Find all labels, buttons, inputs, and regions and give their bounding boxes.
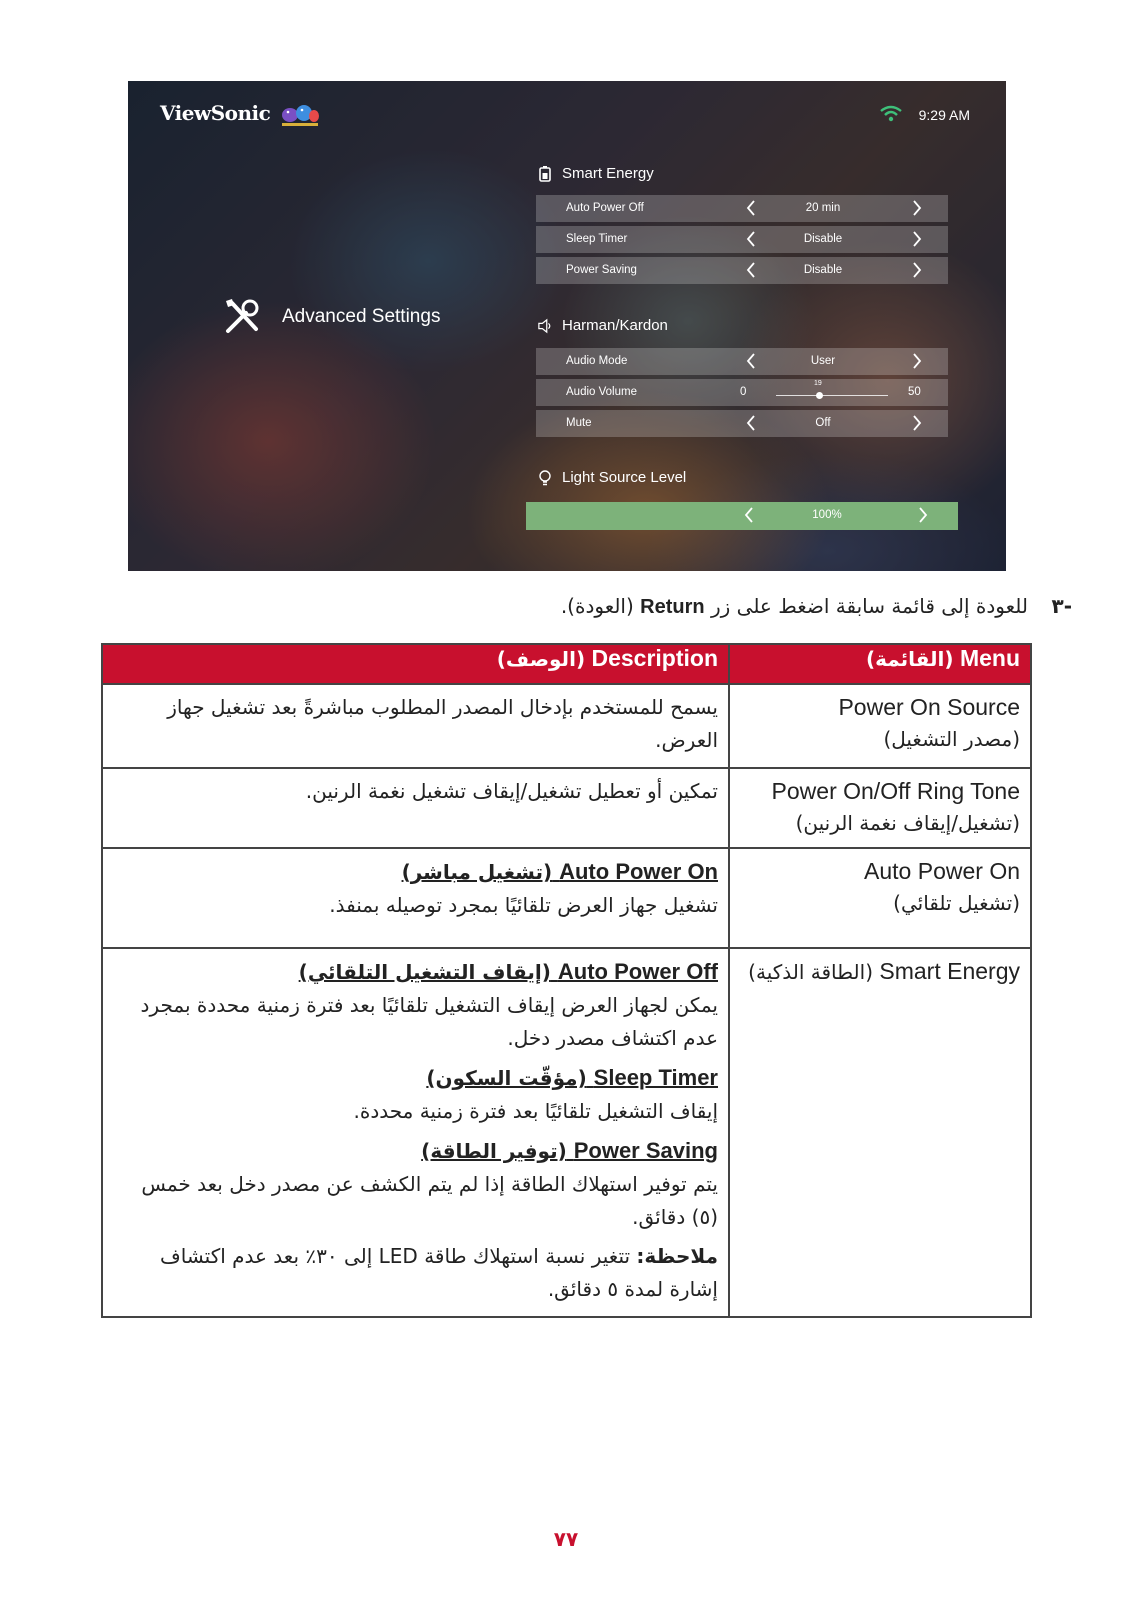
step-number: -٣	[1051, 594, 1072, 618]
smart-energy-title	[538, 165, 654, 182]
row-value: Disable	[803, 264, 843, 276]
row-menu	[729, 848, 1031, 948]
clock: 9:29 AM	[918, 107, 970, 123]
row-label: Audio Volume	[566, 386, 637, 398]
description-text: إيقاف التشغيل تلقائيًا بعد فترة زمنية محددة.	[353, 1099, 718, 1123]
row-label: Power Saving	[566, 264, 637, 276]
note-text: تتغير نسبة استهلاك طاقة LED إلى ٣٠٪ بعد عدم اكتشاف إشارة لمدة ٥ دقائق.	[160, 1244, 718, 1301]
wifi-icon	[880, 105, 902, 123]
description-heading	[113, 1134, 718, 1168]
description-heading	[113, 855, 718, 889]
row-value: User	[810, 355, 836, 367]
row-label: Sleep Timer	[566, 233, 628, 245]
tools-icon	[220, 295, 264, 339]
chevron-right-icon[interactable]	[912, 415, 922, 431]
menu-en: Power On Source	[838, 694, 1020, 720]
row-value: Disable	[803, 233, 843, 245]
chevron-left-icon[interactable]	[746, 231, 756, 247]
menu-description-table	[101, 643, 1032, 1318]
row-value: 20 min	[805, 202, 841, 214]
row-description	[102, 948, 729, 1317]
speaker-icon	[538, 318, 552, 334]
row-label: Audio Mode	[566, 355, 628, 367]
menu-en: Power On/Off Ring Tone	[771, 778, 1020, 804]
description-text: تمكين أو تعطيل تشغيل/إيقاف تشغيل نغمة الرنين.	[305, 779, 718, 803]
row-audio-mode[interactable]	[536, 348, 948, 375]
chevron-right-icon[interactable]	[912, 231, 922, 247]
smart-energy-item	[113, 1061, 718, 1128]
row-menu	[729, 684, 1031, 768]
row-auto-power-off[interactable]	[536, 195, 948, 222]
heading-en: Power Saving	[573, 1138, 718, 1163]
smart-energy-label: Smart Energy	[562, 165, 654, 182]
row-mute[interactable]	[536, 410, 948, 437]
table-row	[102, 684, 1031, 768]
menu-ar: (مصدر التشغيل)	[883, 727, 1020, 751]
header-en: Description	[591, 645, 718, 671]
battery-icon	[538, 166, 552, 182]
description-heading	[113, 955, 718, 989]
birds-logo-icon	[280, 99, 320, 127]
lightbulb-icon	[538, 470, 552, 486]
row-value: 100%	[812, 509, 842, 521]
step-button-name: Return	[640, 596, 705, 618]
chevron-right-icon[interactable]	[918, 507, 928, 523]
table-header	[102, 644, 1031, 684]
osd-screenshot	[128, 81, 1006, 571]
volume-current: 19	[814, 380, 822, 387]
chevron-left-icon[interactable]	[746, 353, 756, 369]
step-instruction	[560, 594, 1072, 619]
smart-energy-item	[113, 1134, 718, 1234]
heading-ar: (إيقاف التشغيل التلقائي)	[298, 960, 551, 984]
chevron-left-icon[interactable]	[746, 200, 756, 216]
chevron-right-icon[interactable]	[912, 353, 922, 369]
light-source-title	[538, 469, 686, 486]
row-light-source-level[interactable]	[526, 502, 958, 530]
row-description	[102, 768, 729, 848]
heading-ar: (مؤقّت السكون)	[426, 1066, 587, 1090]
chevron-right-icon[interactable]	[912, 200, 922, 216]
heading-ar: (توفير الطاقة)	[421, 1139, 567, 1163]
header-ar: (الوصف)	[496, 647, 586, 671]
row-description	[102, 684, 729, 768]
volume-slider-track[interactable]	[776, 395, 888, 396]
step-text-after: (العودة).	[560, 594, 634, 618]
header-en: Menu	[959, 645, 1020, 671]
heading-en: Sleep Timer	[593, 1065, 718, 1090]
row-menu	[729, 948, 1031, 1317]
row-label: Auto Power Off	[566, 202, 644, 214]
note	[113, 1240, 718, 1306]
chevron-left-icon[interactable]	[744, 507, 754, 523]
row-power-saving[interactable]	[536, 257, 948, 284]
volume-min: 0	[740, 386, 747, 398]
description-heading	[113, 1061, 718, 1095]
row-value: Off	[815, 417, 831, 429]
description-text: يتم توفير استهلاك الطاقة إذا لم يتم الكشف عن مصدر دخل بعد خمس (٥) دقائق.	[141, 1172, 718, 1229]
row-menu	[729, 768, 1031, 848]
menu-en: Auto Power On	[864, 858, 1020, 884]
heading-en: Auto Power On	[559, 859, 718, 884]
menu-smart-energy	[740, 955, 1020, 988]
row-sleep-timer[interactable]	[536, 226, 948, 253]
page-number: ٧٧	[553, 1527, 579, 1551]
description-text: يمكن لجهاز العرض إيقاف التشغيل تلقائيًا بعد فترة زمنية محددة بمجرد عدم اكتشاف مصدر دخل.	[140, 993, 718, 1050]
description-header	[102, 644, 729, 684]
volume-slider-knob[interactable]	[816, 392, 823, 399]
advanced-settings-item[interactable]	[220, 295, 440, 339]
chevron-right-icon[interactable]	[912, 262, 922, 278]
table-row	[102, 948, 1031, 1317]
advanced-settings-label: Advanced Settings	[282, 306, 441, 327]
volume-max: 50	[908, 386, 921, 398]
harman-label: Harman/Kardon	[562, 317, 668, 334]
note-label: ملاحظة:	[636, 1244, 718, 1268]
row-description	[102, 848, 729, 948]
menu-en: Smart Energy	[879, 958, 1020, 984]
menu-ar: (تشغيل/إيقاف نغمة الرنين)	[795, 811, 1020, 835]
description-text: يسمح للمستخدم بإدخال المصدر المطلوب مباشرةً بعد تشغيل جهاز العرض.	[167, 695, 718, 752]
chevron-left-icon[interactable]	[746, 415, 756, 431]
description-text: تشغيل جهاز العرض تلقائيًا بمجرد توصيله بمنفذ.	[329, 893, 718, 917]
table-row	[102, 768, 1031, 848]
step-text: للعودة إلى قائمة سابقة اضغط على زر	[710, 594, 1028, 618]
row-label: Mute	[566, 417, 592, 429]
row-audio-volume[interactable]	[536, 379, 948, 406]
heading-ar: (تشغيل مباشر)	[401, 860, 553, 884]
light-source-label: Light Source Level	[562, 469, 687, 486]
header-ar: (القائمة)	[865, 647, 954, 671]
smart-energy-item	[113, 955, 718, 1055]
table-row	[102, 848, 1031, 948]
brand-logo: ViewSonic	[160, 101, 271, 125]
harman-title	[538, 317, 668, 334]
menu-header	[729, 644, 1031, 684]
chevron-left-icon[interactable]	[746, 262, 756, 278]
menu-ar: (تشغيل تلقائي)	[893, 891, 1020, 915]
menu-ar: (الطاقة الذكية)	[748, 960, 873, 984]
heading-en: Auto Power Off	[557, 959, 718, 984]
